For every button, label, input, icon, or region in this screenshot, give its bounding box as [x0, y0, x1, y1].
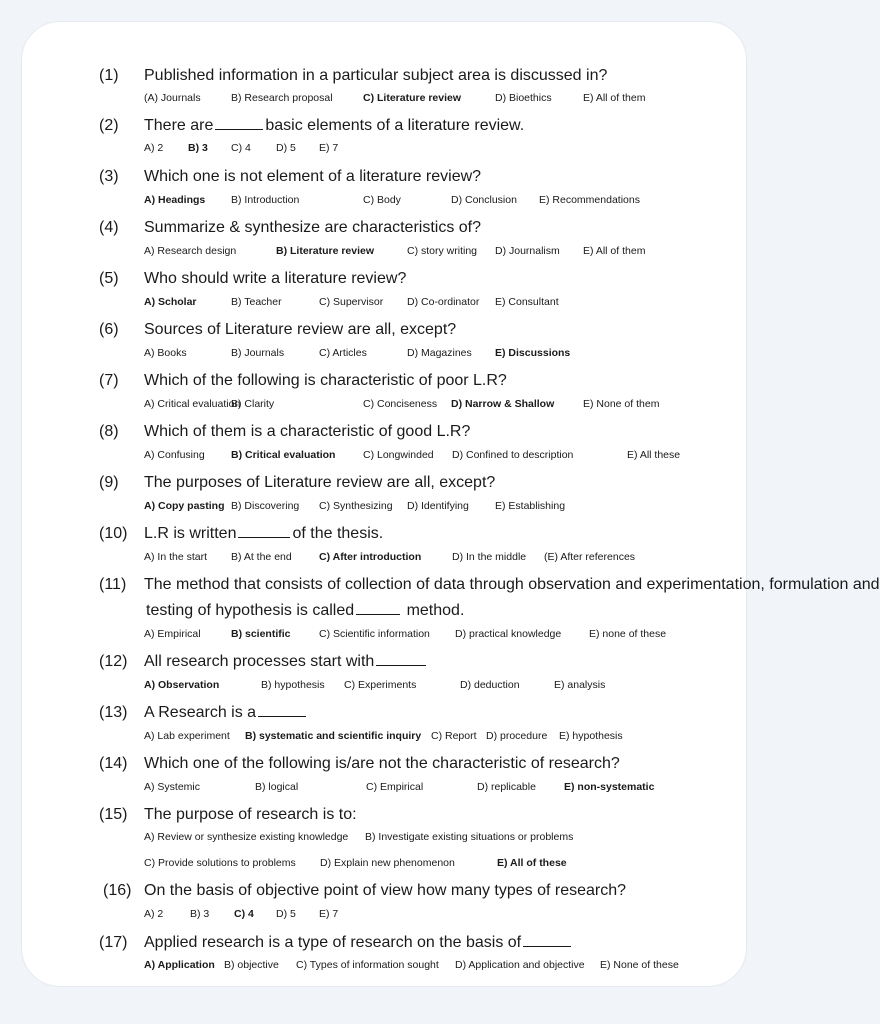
answer-option: D) 5	[276, 908, 296, 920]
question-text-before-blank: testing of hypothesis is called	[146, 602, 355, 619]
question-text-main: On the basis of objective point of view how many types of research?	[144, 882, 627, 899]
answer-option-correct: A) Observation	[144, 679, 220, 691]
question-text-after-blank: basic elements of a literature review.	[265, 117, 525, 134]
answer-option: C) Provide solutions to problems	[144, 857, 296, 869]
answer-option: B) logical	[255, 781, 299, 793]
answer-option: D) In the middle	[452, 551, 527, 563]
answer-option: B) Journals	[231, 347, 285, 359]
question-text	[144, 168, 481, 186]
question-text	[144, 474, 495, 492]
question-text	[144, 576, 880, 594]
answer-option: C) Experiments	[344, 679, 417, 691]
question-number: (8)	[99, 423, 119, 440]
answer-option: D) Identifying	[407, 500, 469, 512]
answer-option: E) Recommendations	[539, 194, 640, 206]
answer-option: C) Scientific information	[319, 628, 430, 640]
question-number: (11)	[99, 576, 127, 593]
question-number: (9)	[99, 474, 119, 491]
answer-option: B) 3	[190, 908, 210, 920]
answer-option: D) Bioethics	[495, 92, 552, 104]
answer-option: (E) After references	[544, 551, 636, 563]
question-text	[144, 525, 383, 543]
answer-option: D) Application and objective	[455, 959, 585, 971]
answer-option: (A) Journals	[144, 92, 201, 104]
answer-option-correct: B) Literature review	[276, 245, 375, 257]
answer-option: B) Discovering	[231, 500, 300, 512]
question-number: (14)	[99, 755, 128, 772]
answer-option-correct: B) scientific	[231, 628, 291, 640]
answer-option: E) All these	[627, 449, 681, 461]
question-text-after-blank: method.	[402, 602, 465, 619]
question-number: (6)	[99, 321, 119, 338]
answer-option-correct: A) Application	[144, 959, 215, 971]
answer-option-correct: A) Headings	[144, 194, 206, 206]
answer-option: C) story writing	[407, 245, 478, 257]
answer-option: A) Research design	[144, 245, 237, 257]
answer-option: E) none of these	[589, 628, 667, 640]
answer-option: C) Longwinded	[363, 449, 434, 461]
question-text	[144, 882, 626, 900]
question-text-main: The method that consists of collection of data through observation and experimentation, formulation and	[144, 576, 880, 593]
answer-option-correct: E) All of these	[497, 857, 567, 869]
answer-option: A) 2	[144, 908, 164, 920]
answer-option: E) 7	[319, 142, 339, 154]
answer-option: A) Books	[144, 347, 187, 359]
answer-option: E) 7	[319, 908, 339, 920]
answer-option: E) Consultant	[495, 296, 559, 308]
answer-option: C) Report	[431, 730, 477, 742]
question-text-main: The purpose of research is to:	[144, 806, 357, 823]
answer-option: E) None of them	[583, 398, 660, 410]
answer-option: B) objective	[224, 959, 279, 971]
answer-option: D) Conclusion	[451, 194, 517, 206]
answer-option: C) Supervisor	[319, 296, 384, 308]
question-text	[144, 372, 507, 390]
answer-blank	[238, 527, 290, 538]
answer-option: D) Explain new phenomenon	[320, 857, 455, 869]
answer-option: A) Confusing	[144, 449, 205, 461]
question-number: (1)	[99, 67, 119, 84]
answer-option-correct: D) Narrow & Shallow	[451, 398, 555, 410]
answer-option: D) Magazines	[407, 347, 472, 359]
question-number: (5)	[99, 270, 119, 287]
answer-option: D) deduction	[460, 679, 520, 691]
question-text-main: Who should write a literature review?	[144, 270, 407, 287]
answer-option: B) Investigate existing situations or problems	[365, 831, 574, 843]
answer-option: D) Confined to description	[452, 449, 574, 461]
question-number: (2)	[99, 117, 119, 134]
answer-option: A) Critical evaluation	[144, 398, 241, 410]
question-number: (16)	[103, 882, 132, 899]
answer-option: E) All of them	[583, 92, 646, 104]
question-text-main: Which of them is a characteristic of good L.R?	[144, 423, 471, 440]
answer-option: A) Lab experiment	[144, 730, 230, 742]
answer-option: D) 5	[276, 142, 296, 154]
answer-blank	[376, 655, 426, 666]
answer-option-correct: C) 4	[234, 908, 254, 920]
answer-option: E) hypothesis	[559, 730, 623, 742]
answer-option-correct: E) non-systematic	[564, 781, 655, 793]
question-text-before-blank: There are	[144, 117, 214, 134]
question-text	[144, 704, 308, 722]
question-text-before-blank: L.R is written	[144, 525, 237, 542]
answer-option-correct: B) systematic and scientific inquiry	[245, 730, 422, 742]
answer-option: C) Conciseness	[363, 398, 438, 410]
answer-option: A) In the start	[144, 551, 208, 563]
answer-option: C) Empirical	[366, 781, 424, 793]
question-text	[144, 755, 620, 773]
question-text-main: Sources of Literature review are all, except?	[144, 321, 457, 338]
answer-option: E) All of them	[583, 245, 646, 257]
answer-blank	[523, 936, 571, 947]
answer-option: D) Journalism	[495, 245, 560, 257]
question-number: (15)	[99, 806, 128, 823]
answer-option: A) 2	[144, 142, 164, 154]
answer-option: B) Research proposal	[231, 92, 333, 104]
answer-option: E) None of these	[600, 959, 679, 971]
question-number: (12)	[99, 653, 128, 670]
answer-option: B) Teacher	[231, 296, 282, 308]
answer-option: B) At the end	[231, 551, 292, 563]
question-number: (17)	[99, 934, 128, 951]
question-text-after-blank: of the thesis.	[292, 525, 384, 542]
answer-blank	[258, 706, 306, 717]
question-text	[144, 67, 607, 85]
answer-option: A) Empirical	[144, 628, 201, 640]
answer-option-correct: C) Literature review	[363, 92, 462, 104]
question-text	[144, 270, 406, 288]
answer-option: D) Co-ordinator	[407, 296, 480, 308]
answer-option: D) procedure	[486, 730, 548, 742]
question-number: (13)	[99, 704, 128, 721]
answer-option-correct: A) Scholar	[144, 296, 197, 308]
answer-option-correct: B) Critical evaluation	[231, 449, 336, 461]
answer-blank	[215, 119, 263, 130]
question-text-before-blank: A Research is a	[144, 704, 257, 721]
question-text-before-blank: Applied research is a type of research on the basis of	[144, 934, 522, 951]
answer-option-correct: E) Discussions	[495, 347, 571, 359]
answer-option: B) Introduction	[231, 194, 300, 206]
question-text-before-blank: All research processes start with	[144, 653, 375, 670]
question-text-main: Summarize & synthesize are characteristics of?	[144, 219, 482, 236]
answer-option-correct: B) 3	[188, 142, 208, 154]
answer-option: D) practical knowledge	[455, 628, 562, 640]
answer-option: B) hypothesis	[261, 679, 325, 691]
question-text-main: Which of the following is characteristic of poor L.R?	[144, 372, 507, 389]
answer-option: C) 4	[231, 142, 251, 154]
question-number: (10)	[99, 525, 128, 542]
answer-option: C) Articles	[319, 347, 367, 359]
question-text	[144, 321, 456, 339]
answer-option: A) Review or synthesize existing knowledge	[144, 831, 349, 843]
answer-option: C) Synthesizing	[319, 500, 393, 512]
question-text-main: Which one of the following is/are not the characteristic of research?	[144, 755, 620, 772]
question-text	[144, 423, 470, 441]
question-text-line2	[146, 602, 464, 620]
question-number: (7)	[99, 372, 119, 389]
question-text-main: The purposes of Literature review are all, except?	[144, 474, 496, 491]
answer-option-correct: C) After introduction	[319, 551, 422, 563]
question-text	[144, 117, 524, 135]
question-text-main: Published information in a particular subject area is discussed in?	[144, 67, 608, 84]
answer-option: B) Clarity	[231, 398, 275, 410]
answer-blank	[356, 604, 400, 615]
question-text	[144, 934, 573, 952]
question-text	[144, 219, 481, 237]
answer-option: C) Body	[363, 194, 401, 206]
answer-option-correct: A) Copy pasting	[144, 500, 225, 512]
answer-option: C) Types of information sought	[296, 959, 439, 971]
answer-option: E) analysis	[554, 679, 606, 691]
question-sheet	[22, 22, 880, 986]
answer-option: A) Systemic	[144, 781, 201, 793]
answer-option: E) Establishing	[495, 500, 566, 512]
question-text	[144, 653, 428, 671]
question-number: (3)	[99, 168, 119, 185]
question-number: (4)	[99, 219, 119, 236]
answer-option: D) replicable	[477, 781, 536, 793]
question-text	[144, 806, 357, 824]
question-text-main: Which one is not element of a literature review?	[144, 168, 482, 185]
